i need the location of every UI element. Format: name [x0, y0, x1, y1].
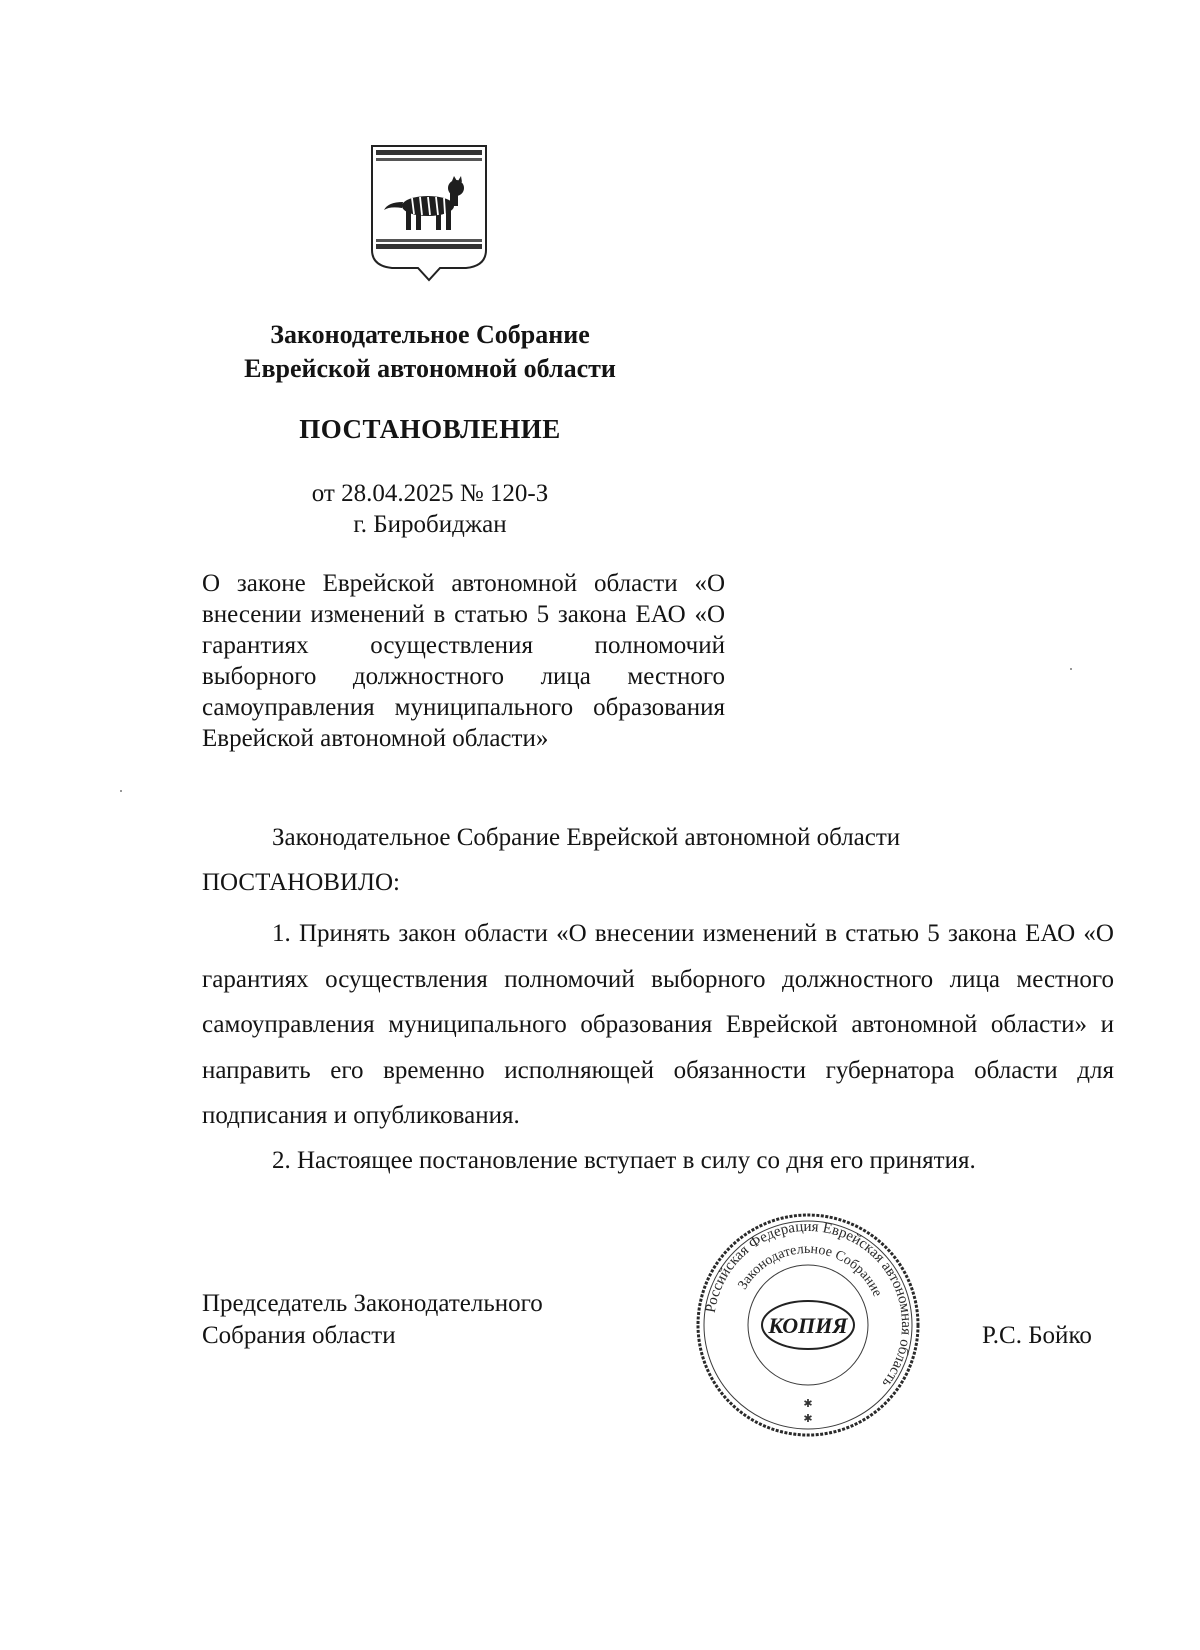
date-and-place — [200, 478, 660, 540]
coat-of-arms-icon — [370, 144, 488, 284]
resolved-heading: ПОСТАНОВИЛО: — [202, 869, 400, 896]
seal-copy-label: КОПИЯ — [768, 1313, 848, 1338]
resolution-item-2: 2. Настоящее постановление вступает в силу со дня его принятия. — [272, 1147, 976, 1174]
document-type: ПОСТАНОВЛЕНИЕ — [299, 414, 561, 444]
seal-star-icon: ✱ — [803, 1397, 813, 1410]
organization-line-2: Еврейской автономной области — [244, 354, 616, 383]
signatory-title-line-2: Собрания области — [202, 1322, 396, 1349]
signatory-title-line-1: Председатель Законодательного — [202, 1290, 543, 1317]
city: г. Биробиджан — [353, 511, 507, 538]
signatory-name: Р.С. Бойко — [982, 1322, 1092, 1349]
assembly-statement: Законодательное Собрание Еврейской автономной области — [272, 824, 901, 851]
scan-speck — [120, 790, 122, 792]
document-subject: О законе Еврейской автономной области «О внесении изменений в статью 5 закона ЕАО «О гарантиях осуществления полномочий выборного должностного лица местного самоуправления муниципального образования Еврейской автономной области» — [202, 570, 725, 752]
organization-name — [200, 318, 660, 386]
seal-star-icon: ✱ — [803, 1412, 813, 1425]
date-number: от 28.04.2025 № 120-З — [311, 480, 549, 507]
copy-seal-stamp — [692, 1210, 924, 1440]
resolution-item-1: 1. Принять закон области «О внесении изменений в статью 5 закона ЕАО «О гарантиях осуществления полномочий выборного должностного лица местного самоуправления муниципального образования Еврейской автономной области» и направить его временно исполняющей обязанности губернатора области для подписания и опубликования. — [202, 920, 1114, 1130]
organization-line-1: Законодательное Собрание — [270, 320, 590, 349]
signatory-title — [202, 1288, 543, 1352]
seal-inner-text: Законодательное Собрание — [735, 1241, 885, 1300]
scan-speck — [1070, 668, 1072, 670]
seal-outer-text: Российская Федерация Еврейская автономная область — [702, 1218, 915, 1391]
